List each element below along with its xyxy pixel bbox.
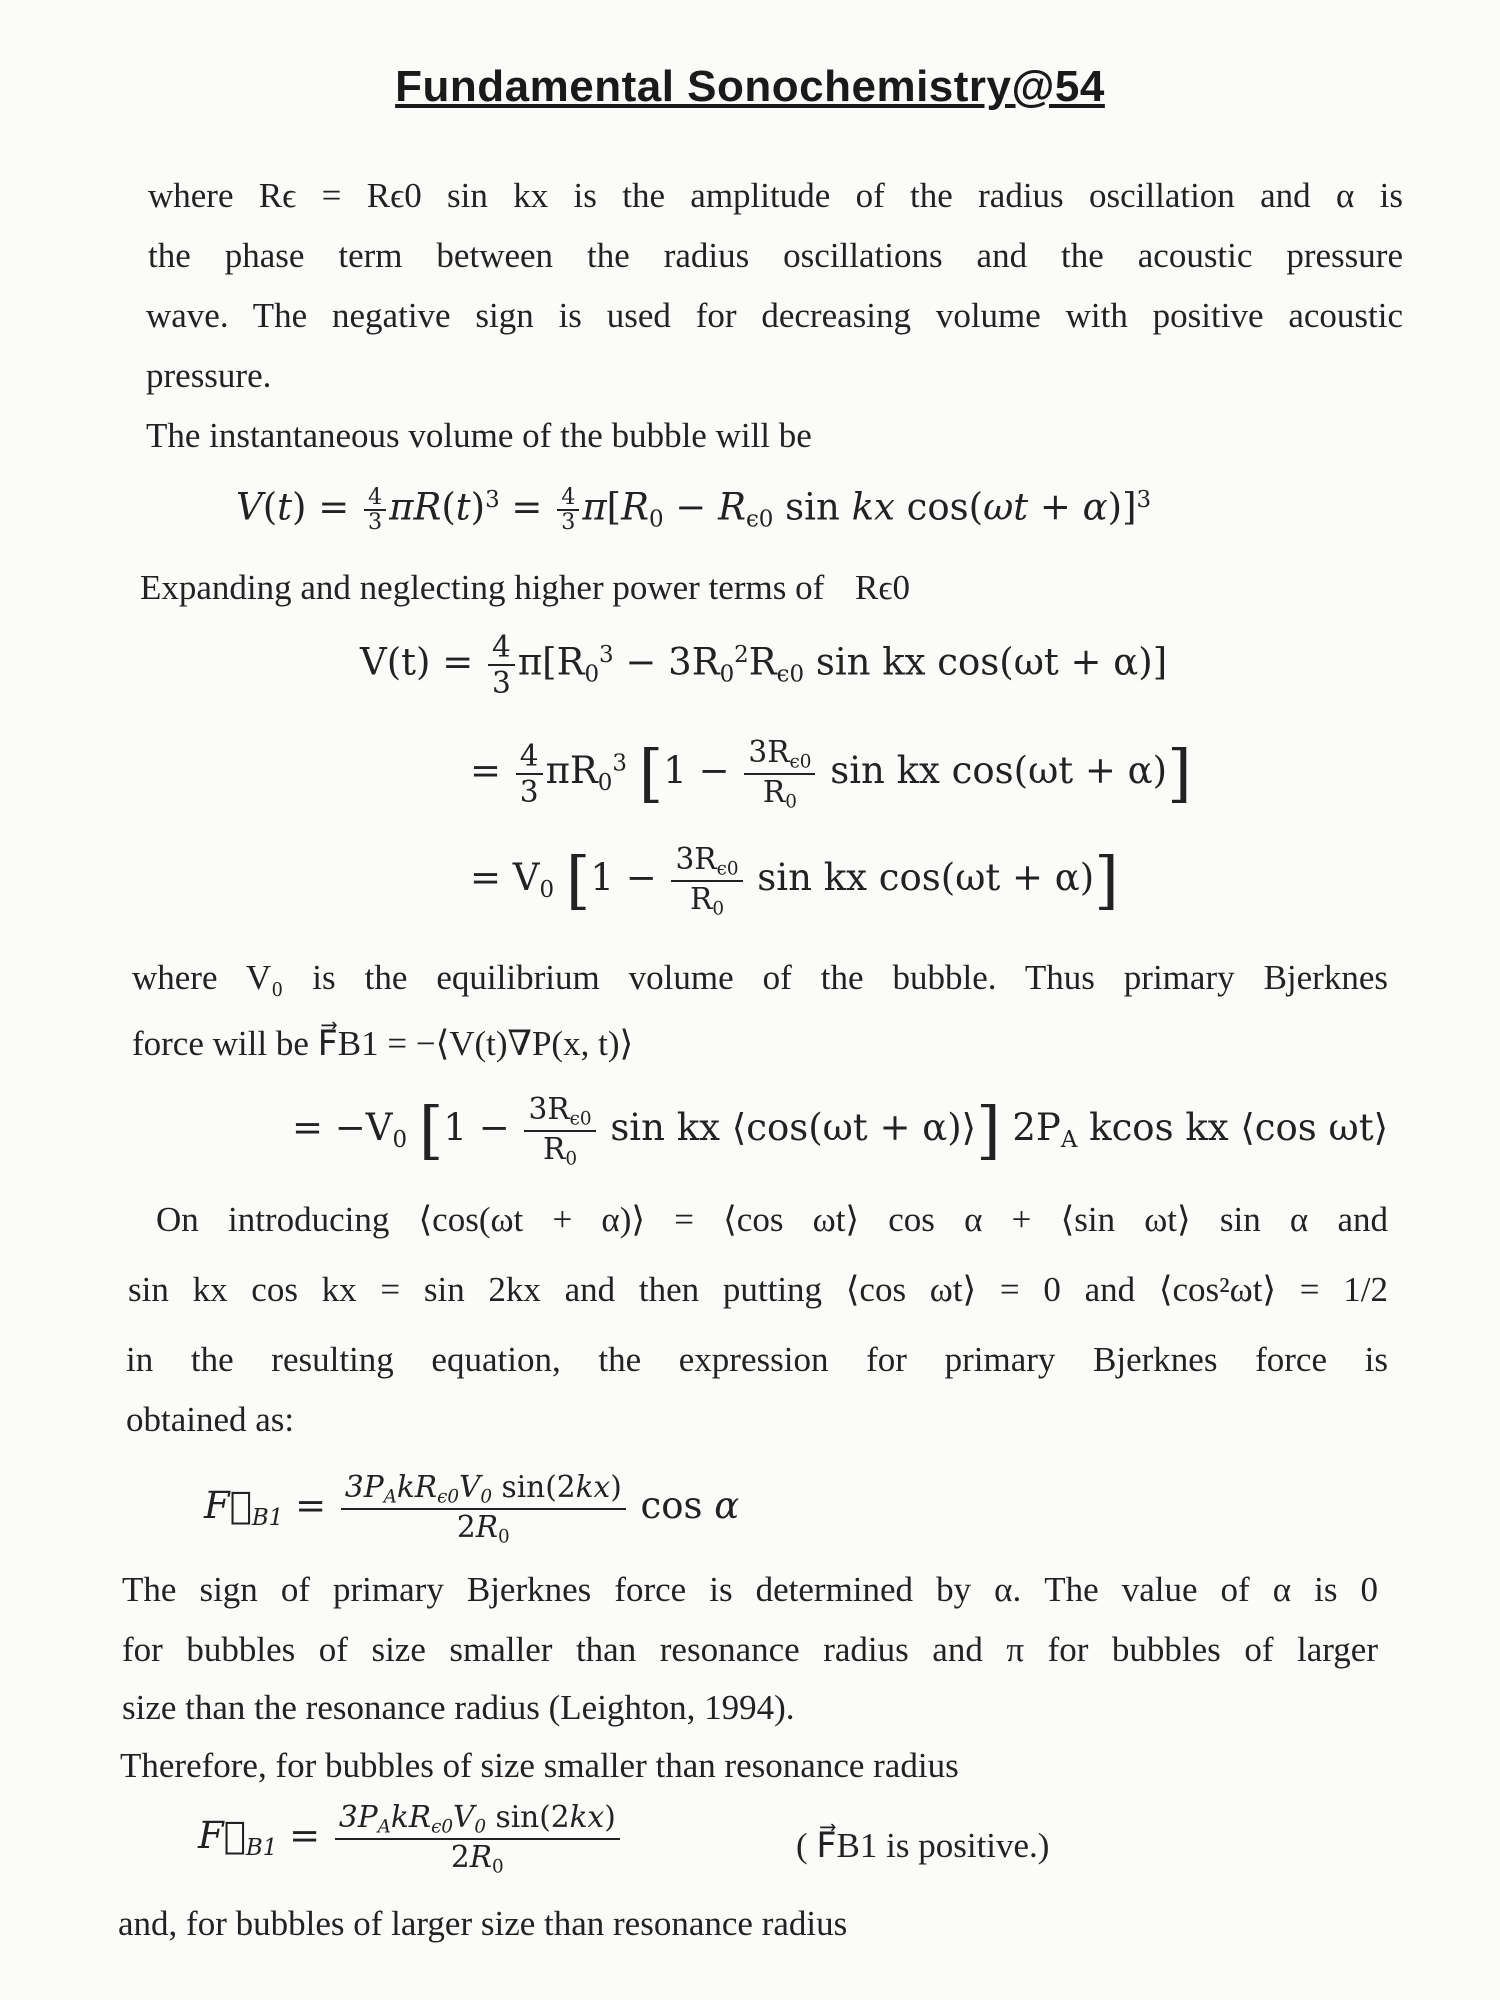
page-title: Fundamental Sonochemistry@54 [395,62,1105,111]
para6-line2: for bubbles of size smaller than resonance radius and π for bubbles of larger [122,1630,1378,1669]
para7-text: Therefore, for bubbles of size smaller than resonance radius [120,1746,959,1785]
equation-expansion-row1: V(t) = $\frac{4}{3}$ $\pi[R_0^3 - 3R_0^2R_{\epsilon 0}$ sin kx cos(ωt + α)] [360,630,1168,701]
equation-bjerknes-smaller: $F⃗_{B1}$ = $\frac{3P_AkR_{\epsilon 0}V_0 \sin(2kx)}{2R_0}$ [198,1800,623,1877]
para1-line1: where Rϵ = Rϵ0 sin kx is the amplitude of the radius oscillation and α is [148,176,1403,215]
para5-line4: obtained as: [126,1400,295,1439]
para5-line3: in the resulting equation, the expression for primary Bjerknes force is [126,1340,1388,1379]
eq1-plain [0,0,1,1]
para5-line1: On introducing ⟨cos(ωt + α)⟩ = ⟨cos ωt⟩ cos α + ⟨sin ωt⟩ sin α and [156,1200,1388,1239]
para4-line1: where V₀ is the equilibrium volume of the bubble. Thus primary Bjerknes [132,958,1388,997]
para5-line2: sin kx cos kx = sin 2kx and then putting ⟨cos ωt⟩ = 0 and ⟨cos²ωt⟩ = 1/2 [128,1270,1388,1309]
para3-sentence: Expanding and neglecting higher power terms of [140,568,825,607]
equation-bjerknes-average: = $-V_0$ [1 − $\frac{3R_{\epsilon 0}}{R_0}$ sin kx ⟨cos(ωt + α)⟩] $2P_A$ kcos kx ⟨cos ωt⟩ [292,1092,1389,1170]
para8-text: and, for bubbles of larger size than resonance radius [118,1904,848,1943]
para1-line4: pressure. [146,356,272,395]
equation-expansion-row2: = $\frac{4}{3}$ $\pi R_0^3$ [1 − $\frac{3R_{\epsilon 0}}{R_0}$ sin kx cos(ωt + α)] [470,735,1192,813]
para3-text [140,568,910,608]
para1-line3: wave. The negative sign is used for decreasing volume with positive acoustic [146,296,1403,335]
para2-text: The instantaneous volume of the bubble will be [146,416,812,455]
equation-bjerknes-result: $F⃗_{B1}$ = $\frac{3P_AkR_{\epsilon 0}V_0 \sin(2kx)}{2R_0}$ cos α [204,1470,740,1548]
equation-expansion-row3: = $V_0$ [1 − $\frac{3R_{\epsilon 0}}{R_0}$ sin kx cos(ωt + α)] [470,842,1119,920]
para4-line2: force will be F⃗B1 = −⟨V(t)∇P(x, t)⟩ [132,1024,634,1063]
para1-line2: the phase term between the radius oscillations and the acoustic pressure [148,236,1403,275]
equation-volume: V(t) = $\frac{4}{3}$ $\pi R(t)^3$ = $\frac{4}{3}$ $\pi[R_0 - R_{\epsilon 0}$ sin kx cos(ωt + α)]$^3$ [236,483,1152,536]
para3-symbol: Rϵ0 [855,568,911,607]
para6-line1: The sign of primary Bjerknes force is determined by α. The value of α is 0 [122,1570,1378,1609]
equation-note: ( F⃗B1 is positive.) [796,1826,1050,1865]
para6-line3: size than the resonance radius (Leighton, 1994). [122,1688,795,1727]
